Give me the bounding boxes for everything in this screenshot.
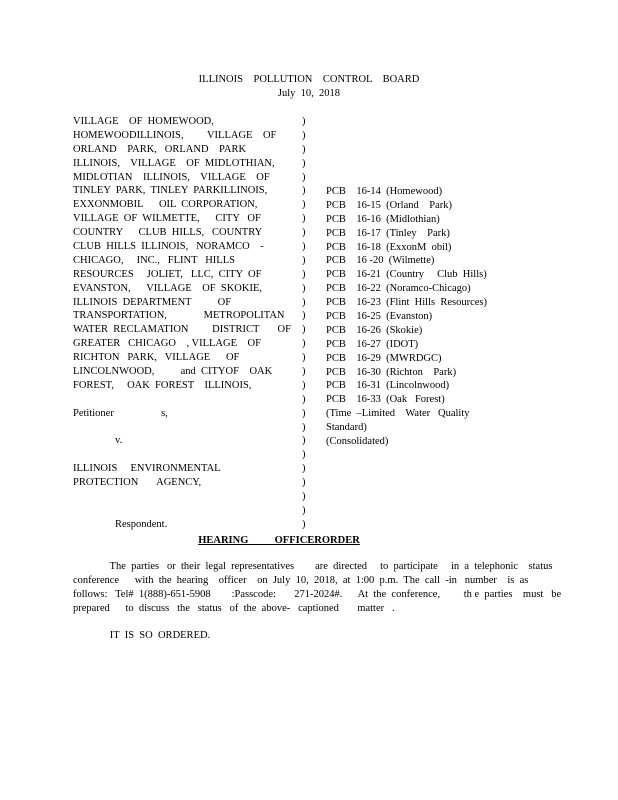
caption-line: COUNTRY CLUB HILLS, COUNTRY [73,227,263,239]
caption-paren: ) [302,296,306,308]
agency-title: ILLINOIS POLLUTION CONTROL BOARD [198,74,420,85]
caption-line: VILLAGE OF WILMETTE, CITY OF [73,213,261,225]
order-body [73,560,562,616]
docket-entry: PCB 16-15 (Orland Park) [326,199,452,211]
docket-entry: PCB 16-17 (Tinley Park) [326,227,450,239]
docket-entry: (Consolidated) [326,436,389,448]
caption-paren: ) [302,324,306,336]
caption-paren: ) [302,227,306,239]
caption-paren: ) [302,241,306,253]
caption-line [73,393,303,407]
caption-line: CLUB HILLS ILLINOIS, NORAMCO - [73,241,264,253]
caption-paren: ) [302,171,306,183]
caption-line [73,504,303,518]
caption-line: HOMEWOODILLINOIS, VILLAGE OF [73,129,277,141]
docket-entry: PCB 16-22 (Noramco-Chicago) [326,283,471,295]
caption-line: EXXONMOBIL OIL CORPORATION, [73,199,258,211]
order-title: HEARING OFFICERORDER [198,535,360,546]
docket-entry: Standard) [326,422,367,434]
caption-line [73,421,303,435]
caption-line: FOREST, OAK FOREST ILLINOIS, [73,379,252,391]
caption-line: TINLEY PARK, TINLEY PARKILLINOIS, [73,185,268,197]
case-caption [73,115,303,532]
docket-numbers [326,185,526,449]
caption-paren: ) [302,463,306,475]
caption-line: ILLINOIS ENVIRONMENTAL [73,463,221,475]
docket-entry: PCB 16-25 (Evanston) [326,311,433,323]
caption-paren: ) [302,213,306,225]
caption-line: MIDLOTIAN ILLINOIS, VILLAGE OF [73,171,270,183]
caption-line: PROTECTION AGENCY, [73,477,202,489]
caption-paren: ) [302,449,306,461]
docket-entry: PCB 16-26 (Skokie) [326,324,423,336]
docket-entry: PCB 16-33 (Oak Forest) [326,394,445,406]
caption-line: TRANSPORTATION, METROPOLITAN [73,310,285,322]
caption-line [73,490,303,504]
docket-entry: PCB 16-16 (Midlothian) [326,213,440,225]
caption-line: GREATER CHICAGO , VILLAGE OF [73,338,261,350]
docket-entry: PCB 16-27 (IDOT) [326,338,419,350]
caption-line: ILLINOIS, VILLAGE OF MIDLOTHIAN, [73,157,275,169]
caption-paren: ) [302,116,306,127]
caption-paren: ) [302,491,306,503]
caption-paren: ) [302,518,306,530]
caption-parentheses [302,115,314,532]
caption-paren: ) [302,407,306,419]
caption-line: RESOURCES JOLIET, LLC, CITY OF [73,268,262,280]
document-date: July 10, 2018 [277,88,341,99]
caption-paren: ) [302,143,306,155]
caption-paren: ) [302,185,306,197]
body-line: The parties or their legal representatives are directed to participate in a telephonic status [73,561,553,572]
caption-paren: ) [302,338,306,350]
caption-line: RICHTON PARK, VILLAGE OF [73,352,240,364]
caption-line: Petitioner s, [73,407,168,419]
body-line: conference with the hearing officer on July 10, 2018, at 1:00 p.m. The call -in number is as [73,575,529,586]
caption-paren: ) [302,379,306,391]
caption-paren: ) [302,282,306,294]
closing-statement: IT IS SO ORDERED. [73,630,211,641]
body-line: prepared to discuss the status of the above- captioned matter . [73,603,395,614]
caption-paren: ) [302,157,306,169]
caption-line: VILLAGE OF HOMEWOOD, [73,116,214,127]
caption-paren: ) [302,310,306,322]
caption-paren: ) [302,477,306,489]
docket-entry: PCB 16-31 (Lincolnwood) [326,380,450,392]
docket-entry: PCB 16 -20 (Wilmette) [326,255,435,267]
docket-entry: PCB 16-14 (Homewood) [326,186,443,197]
caption-line [73,448,303,462]
docket-entry: PCB 16-21 (Country Club Hills) [326,269,487,281]
caption-line: ORLAND PARK, ORLAND PARK [73,143,247,155]
caption-paren: ) [302,504,306,516]
caption-line: CHICAGO, INC., FLINT HILLS [73,254,235,266]
caption-paren: ) [302,129,306,141]
caption-paren: ) [302,435,306,447]
caption-line: ILLINOIS DEPARTMENT OF [73,296,232,308]
caption-paren: ) [302,421,306,433]
caption-paren: ) [302,393,306,405]
docket-entry: (Time –Limited Water Quality [326,408,470,420]
docket-entry: PCB 16-30 (Richton Park) [326,366,457,378]
caption-paren: ) [302,268,306,280]
caption-line: v. [73,435,123,447]
docket-entry: PCB 16-23 (Flint Hills Resources) [326,297,488,309]
caption-paren: ) [302,366,306,378]
caption-paren: ) [302,199,306,211]
body-line: follows: Tel# 1(888)-651-5908 :Passcode: 271-2024#. At the conference, th e parties must be [73,589,562,600]
caption-line: Respondent. [73,518,168,530]
docket-entry: PCB 16-18 (ExxonM obil) [326,241,452,253]
caption-line: WATER RECLAMATION DISTRICT OF [73,324,291,336]
caption-line: LINCOLNWOOD, and CITYOF OAK [73,366,273,378]
caption-line: EVANSTON, VILLAGE OF SKOKIE, [73,282,263,294]
caption-paren: ) [302,352,306,364]
caption-paren: ) [302,254,306,266]
docket-entry: PCB 16-29 (MWRDGC) [326,352,442,364]
